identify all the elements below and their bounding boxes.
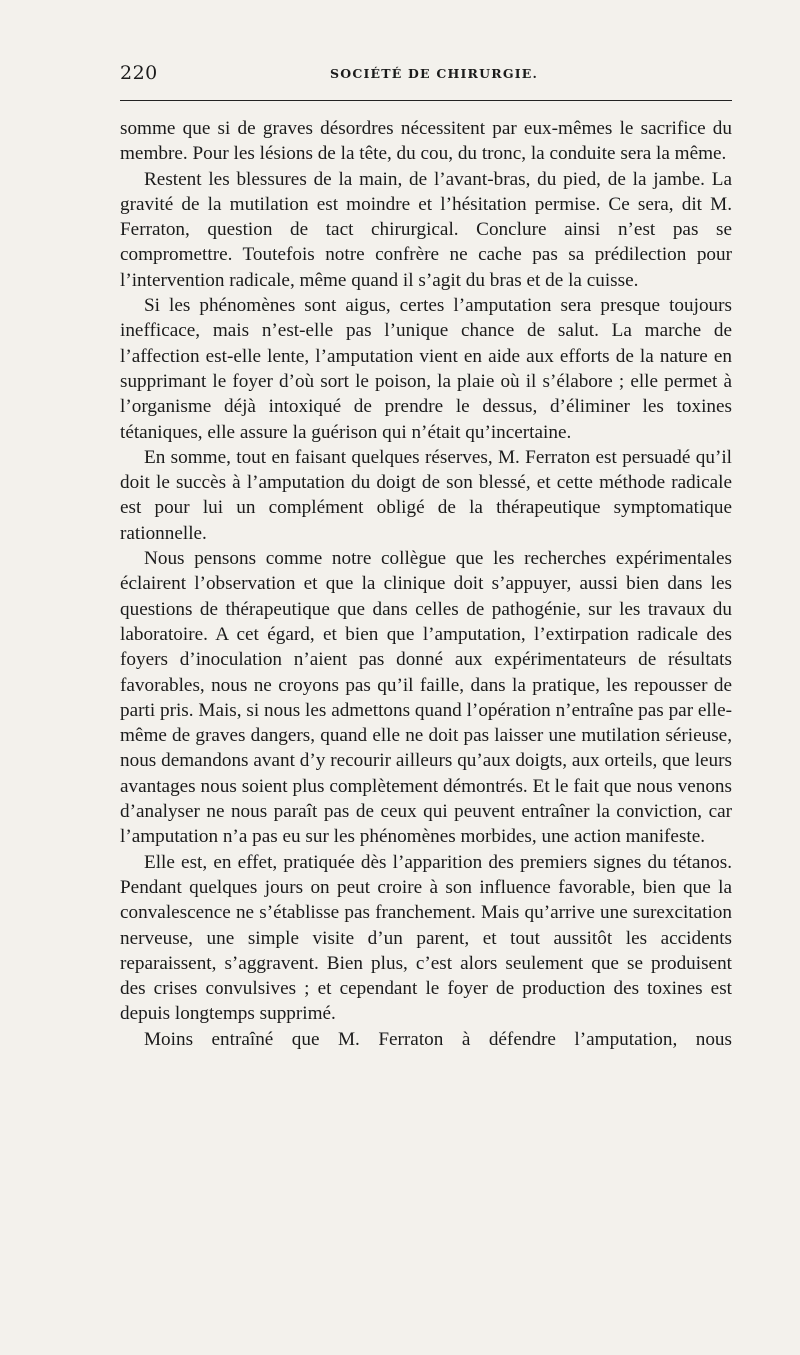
running-title: SOCIÉTÉ DE CHIRURGIE. [330, 66, 539, 81]
paragraph: Si les phénomènes sont aigus, certes l’amputation sera presque toujours inefficace, mais n’est-elle pas l’unique chance de salut. La marche de l’affection est-elle lente, l’amputation vient en aide aux efforts de la nature en supprimant le foyer d’où sort le poison, la plaie où il s’élabore ; elle permet à l’organisme déjà intoxiqué de prendre le dessus, d’éliminer les toxines tétaniques, elle assure la guérison qui n’était qu’incertaine. [120, 295, 732, 443]
paragraph: somme que si de graves désordres nécessitent par eux-mêmes le sacrifice du membre. Pour les lésions de la tête, du cou, du tronc, la conduite sera la même. [120, 118, 732, 165]
header-rule [120, 100, 732, 101]
paragraph: En somme, tout en faisant quelques réserves, M. Ferraton est persuadé qu’il doit le succès à l’amputation du doigt de son blessé, et cette méthode radicale est pour lui un complément obligé de la thérapeutique symptomatique rationnelle. [120, 446, 732, 544]
page-header [120, 62, 735, 92]
paragraph: Nous pensons comme notre collègue que les recherches expérimentales éclairent l’observation et que la clinique doit s’appuyer, aussi bien dans les questions de thérapeutique que dans celles de pathogénie, sur les travaux du laboratoire. A cet égard, et bien que l’amputation, l’extirpation radicale des foyers d’inoculation n’aient pas donné aux expérimentateurs de résultats favorables, nous ne croyons pas qu’il faille, dans la pratique, les repousser de parti pris. Mais, si nous les admettons quand l’opération n’entraîne pas par elle-même de graves dangers, quand elle ne doit pas laisser une mutilation sérieuse, nous demandons avant d’y recourir ailleurs qu’aux doigts, aux orteils, que leurs avantages nous soient plus complètement démontrés. Et le fait que nous venons d’analyser ne nous paraît pas de ceux qui peuvent entraîner la conviction, car l’amputation n’a pas eu sur les phénomènes morbides, une action manifeste. [120, 548, 732, 848]
paragraph: Moins entraîné que M. Ferraton à défendre l’amputation, nous [144, 1028, 732, 1050]
paragraph: Elle est, en effet, pratiquée dès l’apparition des premiers signes du tétanos. Pendant quelques jours on peut croire à son influence favorable, bien que la convalescence ne s’établisse pas franchement. Mais qu’arrive une surexcitation nerveuse, une simple visite d’un parent, et tout aussitôt les accidents reparaissent, s’aggravent. Bien plus, c’est alors seulement que se produisent des crises convulsives ; et cependant le foyer de production des toxines est depuis longtemps supprimé. [120, 851, 732, 1025]
paragraph: Restent les blessures de la main, de l’avant-bras, du pied, de la jambe. La gravité de la mutilation est moindre et l’hésitation permise. Ce sera, dit M. Ferraton, question de tact chirurgical. Conclure ainsi n’est pas se compromettre. Toutefois notre confrère ne cache pas sa prédilection pour l’intervention radicale, même quand il s’agit du bras et de la cuisse. [120, 168, 732, 291]
page-number: 220 [120, 62, 158, 84]
body-text [120, 116, 732, 1052]
